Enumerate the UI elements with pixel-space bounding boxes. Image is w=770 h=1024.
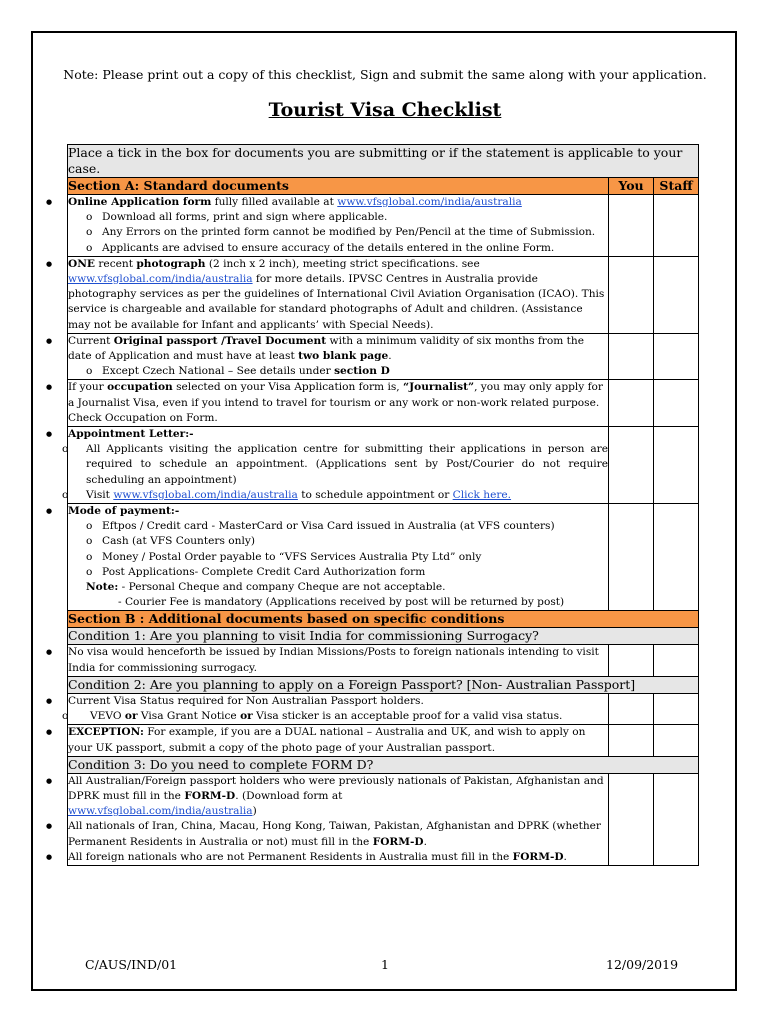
sub-item: o Except Czech National – See details under section D xyxy=(68,364,608,379)
condition-1-header xyxy=(68,628,699,645)
you-checkbox[interactable] xyxy=(609,380,654,427)
condition-3-title: Condition 3: Do you need to complete FORM D? xyxy=(68,756,699,773)
sub-item: o All Applicants visiting the application centre for submitting their applications in person are required to schedule an appointment. (Applications sent by Post/Courier do not require scheduling an appointment) xyxy=(68,442,608,488)
sub-item: o Cash (at VFS Counters only) xyxy=(68,534,608,549)
vfs-link[interactable]: www.vfsglobal.com/india/australia xyxy=(68,273,253,286)
staff-checkbox[interactable] xyxy=(654,427,699,504)
checklist-row-photograph xyxy=(68,256,699,333)
staff-column-header: Staff xyxy=(654,178,699,195)
staff-checkbox[interactable] xyxy=(654,725,699,756)
bullet-item: ● No visa would henceforth be issued by Indian Missions/Posts to foreign nationals intending to visit India for commissioning surrogacy. xyxy=(68,645,608,675)
sub-item: o Any Errors on the printed form cannot be modified by Pen/Pencil at the time of Submission. xyxy=(68,225,608,240)
sub-item: o Download all forms, print and sign where applicable. xyxy=(68,210,608,225)
you-checkbox[interactable] xyxy=(609,333,654,380)
staff-checkbox[interactable] xyxy=(654,773,699,865)
bullet-item: ● Current Original passport /Travel Document with a minimum validity of six months from the date of Application and must have at least two blank page. xyxy=(68,334,608,364)
you-checkbox[interactable] xyxy=(609,427,654,504)
you-checkbox[interactable] xyxy=(609,773,654,865)
bullet-item: ● Current Visa Status required for Non Australian Passport holders. xyxy=(68,694,608,709)
you-checkbox[interactable] xyxy=(609,725,654,756)
sub-item: o Visit www.vfsglobal.com/india/australia to schedule appointment or Click here. xyxy=(68,488,608,503)
section-b-title: Section B : Additional documents based on specific conditions xyxy=(68,611,699,628)
condition-2-header xyxy=(68,676,699,693)
section-a-header xyxy=(68,178,699,195)
sub-item: o Money / Postal Order payable to “VFS Services Australia Pty Ltd” only xyxy=(68,550,608,565)
checklist-row-occupation xyxy=(68,380,699,427)
checklist-row-appointment xyxy=(68,427,699,504)
page-title: Tourist Visa Checklist xyxy=(268,99,502,121)
staff-checkbox[interactable] xyxy=(654,504,699,611)
staff-checkbox[interactable] xyxy=(654,380,699,427)
print-note: Note: Please print out a copy of this checklist, Sign and submit the same along with your application. xyxy=(63,67,707,82)
instruction-text: Place a tick in the box for documents you are submitting or if the statement is applicable to your case. xyxy=(68,145,699,178)
sub-item: o VEVO or Visa Grant Notice or Visa sticker is an acceptable proof for a valid visa status. xyxy=(68,709,608,724)
bullet-item: ● Online Application form fully filled available at www.vfsglobal.com/india/australia xyxy=(68,195,608,210)
bullet-item: ● All foreign nationals who are not Permanent Residents in Australia must fill in the FORM-D. xyxy=(68,850,608,865)
vfs-link[interactable]: www.vfsglobal.com/india/australia xyxy=(113,488,298,501)
staff-checkbox[interactable] xyxy=(654,256,699,333)
you-checkbox[interactable] xyxy=(609,693,654,724)
staff-checkbox[interactable] xyxy=(654,333,699,380)
click-here-link[interactable]: Click here. xyxy=(452,488,512,501)
sub-item: o Applicants are advised to ensure accuracy of the details entered in the online Form. xyxy=(68,241,608,256)
staff-checkbox[interactable] xyxy=(654,693,699,724)
payment-note: Note: - Personal Cheque and company Cheque are not acceptable. xyxy=(86,581,446,594)
checklist-row-surrogacy xyxy=(68,645,699,676)
bullet-item: ● All nationals of Iran, China, Macau, Hong Kong, Taiwan, Pakistan, Afghanistan and DPRK (whether Permanent Residents in Australia or not) must fill in the FORM-D. xyxy=(68,819,608,849)
section-b-header xyxy=(68,611,699,628)
sub-item: o Post Applications- Complete Credit Card Authorization form xyxy=(68,565,608,580)
checklist-row-exception xyxy=(68,725,699,756)
checklist-row-passport xyxy=(68,333,699,380)
bullet-item: ● All Australian/Foreign passport holders who were previously nationals of Pakistan, Afghanistan and DPRK must fill in the FORM-D. (Download form at www.vfsglobal.com/india/australia) xyxy=(68,774,608,820)
condition-1-title: Condition 1: Are you planning to visit India for commissioning Surrogacy? xyxy=(68,628,699,645)
bullet-item: ● ONE recent photograph (2 inch x 2 inch), meeting strict specifications. see www.vfsglobal.com/india/australia for more details. IPVSC Centres in Australia provide photography services as per the guidelines of International Civil Aviation Organisation (ICAO). This service is chargeable and available for standard photographs of Adult and children. (Assistance may not be available for Infant and applicants’ with Special Needs). xyxy=(68,257,608,333)
staff-checkbox[interactable] xyxy=(654,195,699,257)
you-column-header: You xyxy=(609,178,654,195)
condition-2-title: Condition 2: Are you planning to apply on a Foreign Passport? [Non- Australian Passport] xyxy=(68,676,699,693)
you-checkbox[interactable] xyxy=(609,256,654,333)
checklist-row-visa-status xyxy=(68,693,699,724)
bullet-item: ● Appointment Letter:- xyxy=(68,427,608,442)
bullet-item: ● Mode of payment:- xyxy=(68,504,608,519)
you-checkbox[interactable] xyxy=(609,645,654,676)
staff-checkbox[interactable] xyxy=(654,645,699,676)
you-checkbox[interactable] xyxy=(609,504,654,611)
instruction-row xyxy=(68,145,699,178)
bullet-item: ● EXCEPTION: For example, if you are a DUAL national – Australia and UK, and wish to apply on your UK passport, submit a copy of the photo page of your Australian passport. xyxy=(68,725,608,755)
condition-3-header xyxy=(68,756,699,773)
checklist-row-payment xyxy=(68,504,699,611)
page-number: 1 xyxy=(381,957,389,972)
section-a-title: Section A: Standard documents xyxy=(68,178,609,195)
you-checkbox[interactable] xyxy=(609,195,654,257)
checklist-table xyxy=(67,144,699,866)
document-date: 12/09/2019 xyxy=(606,957,679,972)
document-code: C/AUS/IND/01 xyxy=(85,957,178,972)
vfs-link[interactable]: www.vfsglobal.com/india/australia xyxy=(337,196,522,208)
bullet-item: ● If your occupation selected on your Visa Application form is, “Journalist”, you may only apply for a Journalist Visa, even if you intend to travel for tourism or any work or non-work related purpose. Check Occupation on Form. xyxy=(68,380,608,426)
payment-note-2: - Courier Fee is mandatory (Applications received by post will be returned by post) xyxy=(118,596,565,609)
vfs-link[interactable]: www.vfsglobal.com/india/australia xyxy=(68,805,253,818)
checklist-row-form-d xyxy=(68,773,699,865)
checklist-row-online-application xyxy=(68,195,699,257)
sub-item: o Eftpos / Credit card - MasterCard or Visa Card issued in Australia (at VFS counters) xyxy=(68,519,608,534)
